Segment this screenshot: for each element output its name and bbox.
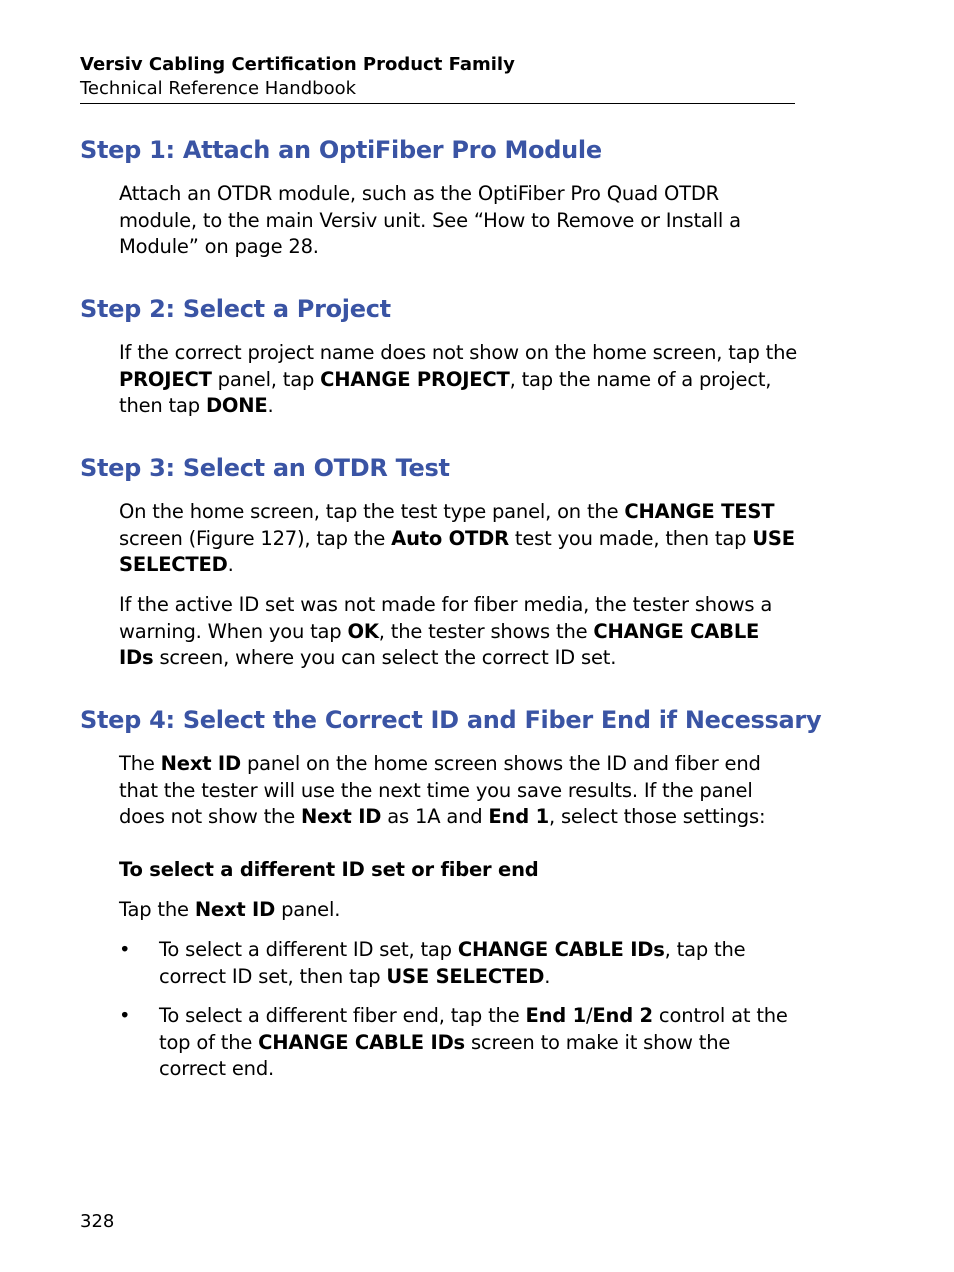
step1-paragraph: Attach an OTDR module, such as the OptiFiber Pro Quad OTDR module, to the main Versiv unit. See “How to Remove or Install a Module” on page 28. [119,182,741,258]
page-number: 328 [80,1211,115,1232]
step2-heading: Step 2: Select a Project [80,295,391,323]
step3-heading: Step 3: Select an OTDR Test [80,454,450,482]
step3-paragraph-2: If the active ID set was not made for fiber media, the tester shows a warning. When you tap OK, the tester shows the CHANGE CABLE IDs screen, where you can select the correct ID set. [119,593,773,669]
bullet-icon: • [119,1004,131,1027]
bullet-item-change-id-set [119,937,799,990]
bullet-text: To select a different ID set, tap CHANGE CABLE IDs, tap the correct ID set, then tap USE SELECTED. [159,938,746,988]
header-subtitle: Technical Reference Handbook [80,78,357,99]
step1-heading: Step 1: Attach an OptiFiber Pro Module [80,136,602,164]
step4-paragraph-1: The Next ID panel on the home screen shows the ID and fiber end that the tester will use the next time you save results. If the panel does not show the Next ID as 1A and End 1, select those settings: [119,752,766,828]
bullet-icon: • [119,938,131,961]
step4-paragraph-2: Tap the Next ID panel. [119,898,341,921]
step3-paragraph-1: On the home screen, tap the test type panel, on the CHANGE TEST screen (Figure 127), tap the Auto OTDR test you made, then tap USE SELECTED. [119,500,795,576]
step2-paragraph: If the correct project name does not show on the home screen, tap the PROJECT panel, tap CHANGE PROJECT, tap the name of a project, then tap DONE. [119,341,798,417]
bullet-item-change-fiber-end [119,1003,799,1083]
running-header [80,53,795,104]
step4-heading: Step 4: Select the Correct ID and Fiber End if Necessary [80,706,822,734]
procedure-subheading: To select a different ID set or fiber end [119,858,539,881]
bullet-text: To select a different fiber end, tap the End 1/End 2 control at the top of the CHANGE CABLE IDs screen to make it show the correct end. [159,1004,788,1080]
header-title: Versiv Cabling Certification Product Family [80,54,515,75]
